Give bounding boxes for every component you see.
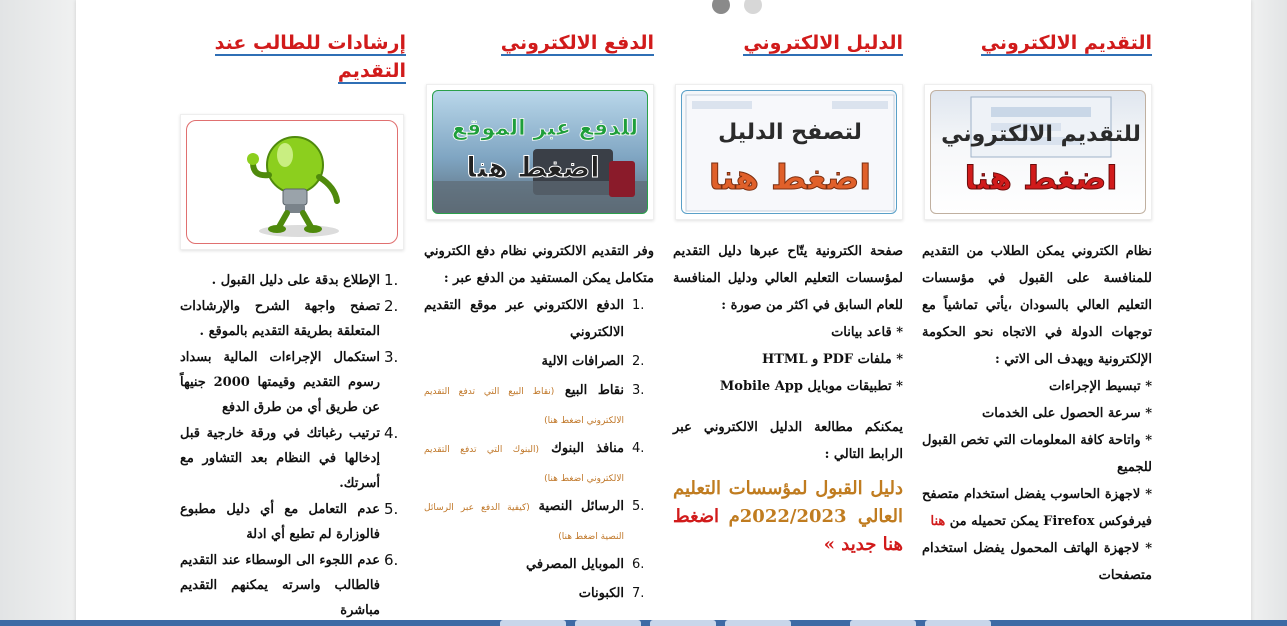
list-item: .2 تصفح واجهة الشرح والإرشادات المتعلقة بطريقة التقديم بالموقع .	[180, 297, 399, 339]
apply-intro: نظام الكتروني يمكن الطلاب من التقديم للمنافسة على القبول في مؤسسات التعليم العالي بالسودان ،يأتي تماشياً مع توجهات الدولة في الاتجاه نحو الحكومة الإلكترونية ويهدف الى الاتي :	[922, 244, 1152, 367]
section-title[interactable]: الدليل الالكتروني	[743, 32, 903, 54]
page-background-left	[0, 0, 76, 626]
taskbar-button[interactable]	[850, 620, 916, 626]
guide-link[interactable]: دليل القبول لمؤسسات التعليم العالي 2022/2023م اضغط هنا جديد »	[673, 478, 903, 555]
list-item: .3 استكمال الإجراءات المالية بسداد رسوم التقديم وقيمتها 2000 جنيهاً عن طريق أي من طرق الدفع	[180, 348, 399, 415]
guide-bullet: * قاعد بيانات	[831, 325, 903, 340]
payment-banner-line2: اضغط هنا	[466, 151, 600, 184]
page-background-right	[1251, 0, 1287, 626]
list-item: .1 الإطلاع بدقة على دليل القبول .	[211, 271, 399, 289]
guide-bullet: * تطبيقات موبايل Mobile App	[719, 379, 903, 394]
payment-description	[424, 238, 654, 609]
list-item: .4 منافذ البنوك (البنوك التي تدفع التقديم الالكتروني اضغط هنا)	[424, 441, 645, 484]
sms-link[interactable]: (كيفية الدفع عبر الرسائل النصية اضغط هنا)	[424, 503, 624, 542]
section-title[interactable]: الدفع الالكتروني	[500, 32, 654, 54]
list-item: .3 نقاط البيع (نقاط البيع التي تدفع التقديم الالكتروني اضغط هنا)	[424, 383, 645, 426]
list-item: .4 ترتيب رغباتك في ورقة خارجية قبل إدخالها في النظام بعد التشاور مع أسرتك.	[180, 424, 399, 491]
section-title[interactable]: التقديم الالكتروني	[980, 32, 1152, 54]
apply-bullet: * تبسيط الإجراءات	[1048, 379, 1152, 394]
guide-intro: صفحة الكترونية يتّاح عبرها دليل التقديم لمؤسسات التعليم العالي ودليل المنافسة للعام السابق في اكثر من صورة :	[673, 244, 903, 313]
taskbar	[0, 620, 1287, 626]
list-item: .6 عدم اللجوء الى الوسطاء عند التقديم فالطالب واسرته يمكنهم التقديم مباشرة	[180, 551, 399, 618]
pos-link[interactable]: (نقاط البيع التي تدفع التقديم الالكتروني اضغط هنا)	[424, 387, 624, 426]
instructions-list-wrap	[180, 268, 406, 624]
section-student-instructions	[180, 30, 406, 90]
content-panel	[76, 0, 1251, 626]
section-electronic-payment	[424, 30, 654, 90]
list-item: .5 عدم التعامل مع أي دليل مطبوع فالوزارة لم تطبع أي ادلة	[180, 500, 399, 542]
instructions-list	[180, 268, 406, 623]
lightbulb-icon	[187, 121, 398, 244]
banks-link[interactable]: (البنوك التي تدفع التقديم الالكتروني اضغط هنا)	[424, 445, 624, 484]
guide-banner-line2: اضغط هنا	[708, 158, 872, 198]
list-item: .7 الكبونات	[578, 586, 645, 601]
apply-bullet-firefox: * لاجهزة الحاسوب يفضل استخدام متصفح فيرفوكس Firefox يمكن تحميله من هنا	[922, 487, 1152, 529]
guide-bullet: * ملفات PDF و HTML	[761, 352, 903, 367]
apply-banner-image	[931, 91, 1146, 214]
payment-intro: وفر التقديم الالكتروني نظام دفع الكتروني متكامل يمكن المستفيد من الدفع عبر :	[424, 244, 654, 286]
slider-dot-2[interactable]	[744, 0, 762, 14]
section-title-line2[interactable]: التقديم	[337, 60, 406, 82]
section-electronic-application	[922, 30, 1152, 90]
taskbar-button[interactable]	[650, 620, 716, 626]
slider-dot-1[interactable]	[712, 0, 730, 14]
section-title-line1[interactable]: إرشادات للطالب عند	[214, 32, 406, 54]
apply-bullet: * سرعة الحصول على الخدمات	[982, 406, 1152, 421]
payment-banner-image	[433, 91, 648, 214]
taskbar-button[interactable]	[725, 620, 791, 626]
list-item: .2 الصرافات الالية	[541, 354, 645, 369]
apply-banner-card[interactable]	[924, 84, 1152, 220]
payment-banner-card[interactable]	[426, 84, 654, 220]
payment-methods-list	[424, 292, 654, 609]
list-item: .1 الدفع الالكتروني عبر موقع التقديم الالكتروني	[424, 298, 645, 340]
apply-description	[922, 238, 1152, 589]
guide-banner-image	[682, 91, 897, 214]
apply-banner-line1: للتقديم الالكتروني	[941, 122, 1141, 147]
apply-bullet: * واتاحة كافة المعلومات التي تخص القبول للجميع	[922, 433, 1152, 475]
taskbar-button[interactable]	[500, 620, 566, 626]
apply-bullet: * لاجهزة الهاتف المحمول يفضل استخدام متصفحات	[922, 541, 1152, 583]
guide-description	[673, 238, 903, 560]
guide-banner-card[interactable]	[675, 84, 903, 220]
taskbar-button[interactable]	[575, 620, 641, 626]
instructions-card[interactable]	[180, 114, 404, 250]
apply-banner-line2: اضغط هنا	[964, 159, 1118, 197]
taskbar-button[interactable]	[925, 620, 991, 626]
section-electronic-guide	[673, 30, 903, 90]
firefox-download-link[interactable]: هنا	[930, 514, 946, 529]
guide-link-intro: يمكنكم مطالعة الدليل الالكتروني عبر الرابط التالي :	[673, 420, 903, 462]
list-item: .6 الموبايل المصرفي	[526, 557, 645, 572]
payment-banner-line1: للدفع عبر الموقع	[451, 116, 639, 141]
guide-banner-line1: لتصفح الدليل	[718, 120, 862, 145]
list-item: .5 الرسائل النصية (كيفية الدفع عبر الرسائل النصية اضغط هنا)	[424, 499, 645, 542]
